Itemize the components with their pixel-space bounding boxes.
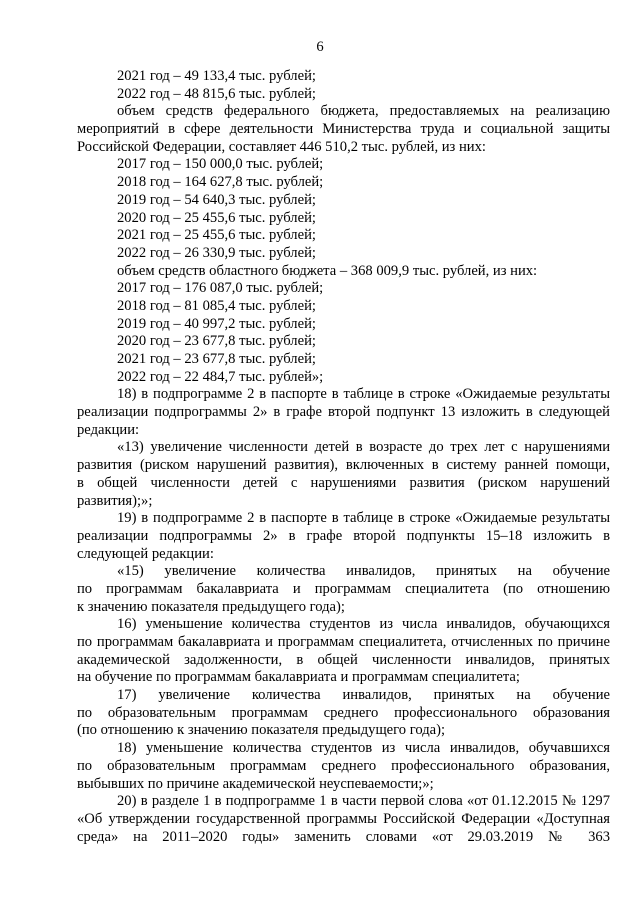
text-line: 2022 год – 48 815,6 тыс. рублей; <box>117 85 316 102</box>
text-line: по образовательным программам среднего профессионального образования <box>77 704 610 721</box>
text-line: 2020 год – 25 455,6 тыс. рублей; <box>117 209 316 226</box>
text-line: «15) увеличение количества инвалидов, принятых на обучение <box>117 563 610 580</box>
text-line: 2018 год – 164 627,8 тыс. рублей; <box>117 174 324 191</box>
text-line: по образовательным программам среднего профессионального образования, <box>77 757 610 774</box>
text-line: 2019 год – 54 640,3 тыс. рублей; <box>117 191 316 208</box>
text-line: на обучение по программам бакалавриата и программам специалитета; <box>77 669 520 686</box>
text-line: 17) увеличение количества инвалидов, принятых на обучение <box>117 687 610 704</box>
text-line: выбывших по причине академической неуспеваемости;»; <box>77 775 434 792</box>
text-line: 18) уменьшение количества студентов из числа инвалидов, обучавшихся <box>117 740 610 757</box>
page-number: 6 <box>316 39 324 55</box>
text-line: развития (риском нарушений развития), включенных в систему ранней помощи, <box>77 457 610 474</box>
text-line: 2019 год – 40 997,2 тыс. рублей; <box>117 315 316 332</box>
text-line: развития);»; <box>77 492 153 509</box>
text-line: объем средств областного бюджета – 368 009,9 тыс. рублей, из них: <box>117 262 538 279</box>
text-line: к значению показателя предыдущего года); <box>77 598 345 615</box>
document-body <box>77 68 610 846</box>
text-line: академической задолженности, в общей численности инвалидов, принятых <box>77 651 610 668</box>
text-line: 2017 год – 150 000,0 тыс. рублей; <box>117 156 324 173</box>
text-line: 2017 год – 176 087,0 тыс. рублей; <box>117 280 324 297</box>
text-line: «13) увеличение численности детей в возрасте до трех лет с нарушениями <box>117 439 610 456</box>
text-line: по программам бакалавриата и программам специалитета (по отношению <box>77 580 610 597</box>
text-line: 2022 год – 26 330,9 тыс. рублей; <box>117 244 316 261</box>
text-line: 2021 год – 23 677,8 тыс. рублей; <box>117 351 316 367</box>
text-line: 2021 год – 49 133,4 тыс. рублей; <box>117 68 316 84</box>
text-line: 2018 год – 81 085,4 тыс. рублей; <box>117 297 316 314</box>
text-line: редакции: <box>77 421 140 438</box>
text-line: реализации подпрограммы 2» в графе второй подпункты 15–18 изложить в <box>77 527 610 544</box>
text-line: 19) в подпрограмме 2 в паспорте в таблице в строке «Ожидаемые результаты <box>117 510 610 527</box>
text-line: Российской Федерации, составляет 446 510,2 тыс. рублей, из них: <box>77 138 486 155</box>
text-line: (по отношению к значению показателя предыдущего года); <box>77 722 446 739</box>
text-line: 16) уменьшение количества студентов из числа инвалидов, обучающихся <box>117 616 610 633</box>
text-line: в общей численности детей с нарушениями развития (риском нарушений <box>77 474 610 491</box>
text-line: 18) в подпрограмме 2 в паспорте в таблице в строке «Ожидаемые результаты <box>117 386 610 403</box>
text-line: 2020 год – 23 677,8 тыс. рублей; <box>117 333 316 350</box>
text-line: мероприятий в сфере деятельности Министерства труда и социальной защиты <box>77 121 610 138</box>
text-line: среда» на 2011–2020 годы» заменить словами «от 29.03.2019 № 363 <box>77 828 610 845</box>
text-line: следующей редакции: <box>77 545 214 562</box>
text-line: реализации подпрограммы 2» в графе второй подпункт 13 изложить в следующей <box>77 404 610 421</box>
text-line: по программам бакалавриата и программам специалитета, отчисленных по причине <box>77 634 610 650</box>
text-line: 20) в разделе 1 в подпрограмме 1 в части первой слова «от 01.12.2015 № 1297 <box>117 793 610 810</box>
text-line: 2021 год – 25 455,6 тыс. рублей; <box>117 227 316 244</box>
text-line: 2022 год – 22 484,7 тыс. рублей»; <box>117 368 324 385</box>
text-line: «Об утверждении государственной программы Российской Федерации «Доступная <box>77 810 610 827</box>
text-line: объем средств федерального бюджета, предоставляемых на реализацию <box>117 103 610 120</box>
